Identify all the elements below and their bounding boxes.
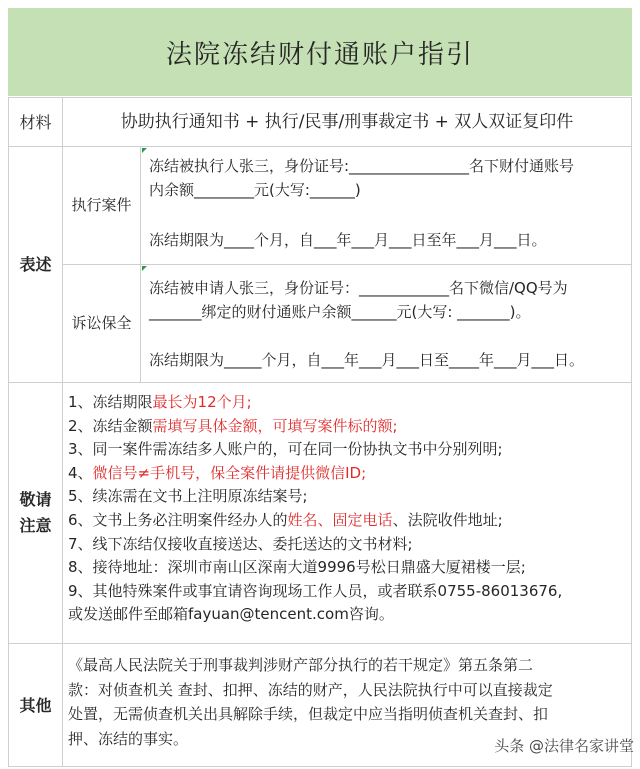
note-item [68, 556, 628, 580]
other-line: 《最高人民法院关于刑事裁判涉财产部分执行的若干规定》第五条第二 [68, 656, 534, 674]
note-item [68, 462, 628, 486]
preservation-line-2: _______绑定的财付通账户余额______元(大写: _______)。 [149, 303, 531, 321]
column-divider [140, 146, 141, 382]
note-text: 9、其他特殊案件或事宜请咨询现场工作人员，或者联系0755-86013676, [68, 581, 563, 600]
other-line: 押、冻结的事实。 [68, 729, 189, 748]
note-highlight: 姓名、固定电话 [287, 510, 393, 529]
note-highlight: 微信号≠手机号，保全案件请提供微信ID; [92, 463, 367, 482]
note-text: 6、文书上务必注明案件经办人的 [68, 510, 288, 529]
execution-line-1: 冻结被执行人张三，身份证号:________________名下财付通账号 [149, 157, 575, 175]
note-text: 8、接待地址：深圳市南山区深南大道9996号松日鼎盛大厦裙楼一层; [68, 558, 526, 577]
other-line: 处置，无需侦查机关出具解除手续，但裁定中应当指明侦查机关查封、扣 [68, 705, 549, 723]
note-text: 或发送邮件至邮箱fayuan@tencent.com咨询。 [68, 605, 394, 624]
notes-label [9, 383, 62, 643]
other-label: 其他 [19, 695, 52, 715]
source-watermark [494, 735, 634, 756]
row-divider [8, 766, 632, 767]
notes-list [68, 391, 628, 627]
column-divider [631, 97, 632, 767]
note-item [68, 391, 628, 415]
note-item [68, 509, 628, 533]
note-highlight: 最长为12个月; [152, 393, 252, 411]
note-text: 5、续冻需在文书上注明原冻结案号; [68, 487, 308, 506]
execution-case-label: 执行案件 [71, 196, 132, 214]
note-item [68, 485, 628, 509]
note-item [68, 580, 628, 604]
note-text: 1、冻结期限 [68, 393, 153, 411]
cell-comment-marker [142, 266, 147, 271]
note-item [68, 438, 628, 462]
materials-label: 材料 [19, 112, 52, 132]
note-text: 3、同一案件需冻结多人账户的，可在同一份协执文书中分别列明; [68, 440, 503, 459]
preservation-line-1: 冻结被申请人张三，身份证号：____________名下微信/QQ号为 [149, 279, 568, 297]
note-highlight: 需填写具体金额，可填写案件标的额; [152, 416, 398, 435]
materials-text: 协助执行通知书 + 执行/民事/刑事裁定书 + 双人双证复印件 [120, 111, 574, 132]
row-divider [62, 264, 632, 265]
execution-line-2: 内余额________元(大写:______) [149, 181, 361, 199]
preservation-line-3: 冻结期限为_____个月，自___年___月___日至____年___月___日。 [149, 351, 585, 369]
notes-label-line-2: 注意 [19, 516, 52, 535]
row-divider [8, 643, 632, 644]
note-text: 、法院收件地址; [392, 510, 503, 529]
note-text: 2、冻结金额 [68, 416, 153, 435]
cell-comment-marker [142, 148, 147, 153]
watermark-text: 头条 @法律名家讲堂 [494, 737, 634, 755]
note-text: 7、线下冻结仅接收直接送达、委托送达的文书材料; [68, 534, 413, 553]
preservation-case-label: 诉讼保全 [71, 314, 132, 332]
page-title: 法院冻结财付通账户指引 [165, 39, 474, 70]
note-item [68, 415, 628, 439]
notes-label-line-1: 敬请 [19, 490, 52, 509]
note-item [68, 533, 628, 557]
row-divider [8, 382, 632, 383]
execution-line-3: 冻结期限为____个月，自___年___月___日至年___月___日。 [149, 231, 547, 249]
other-line: 款：对侦查机关 查封、扣押、冻结的财产，人民法院执行中可以直接裁定 [68, 680, 553, 699]
statement-label: 表述 [19, 255, 52, 274]
note-text: 4、 [68, 463, 93, 482]
note-item [68, 603, 628, 627]
